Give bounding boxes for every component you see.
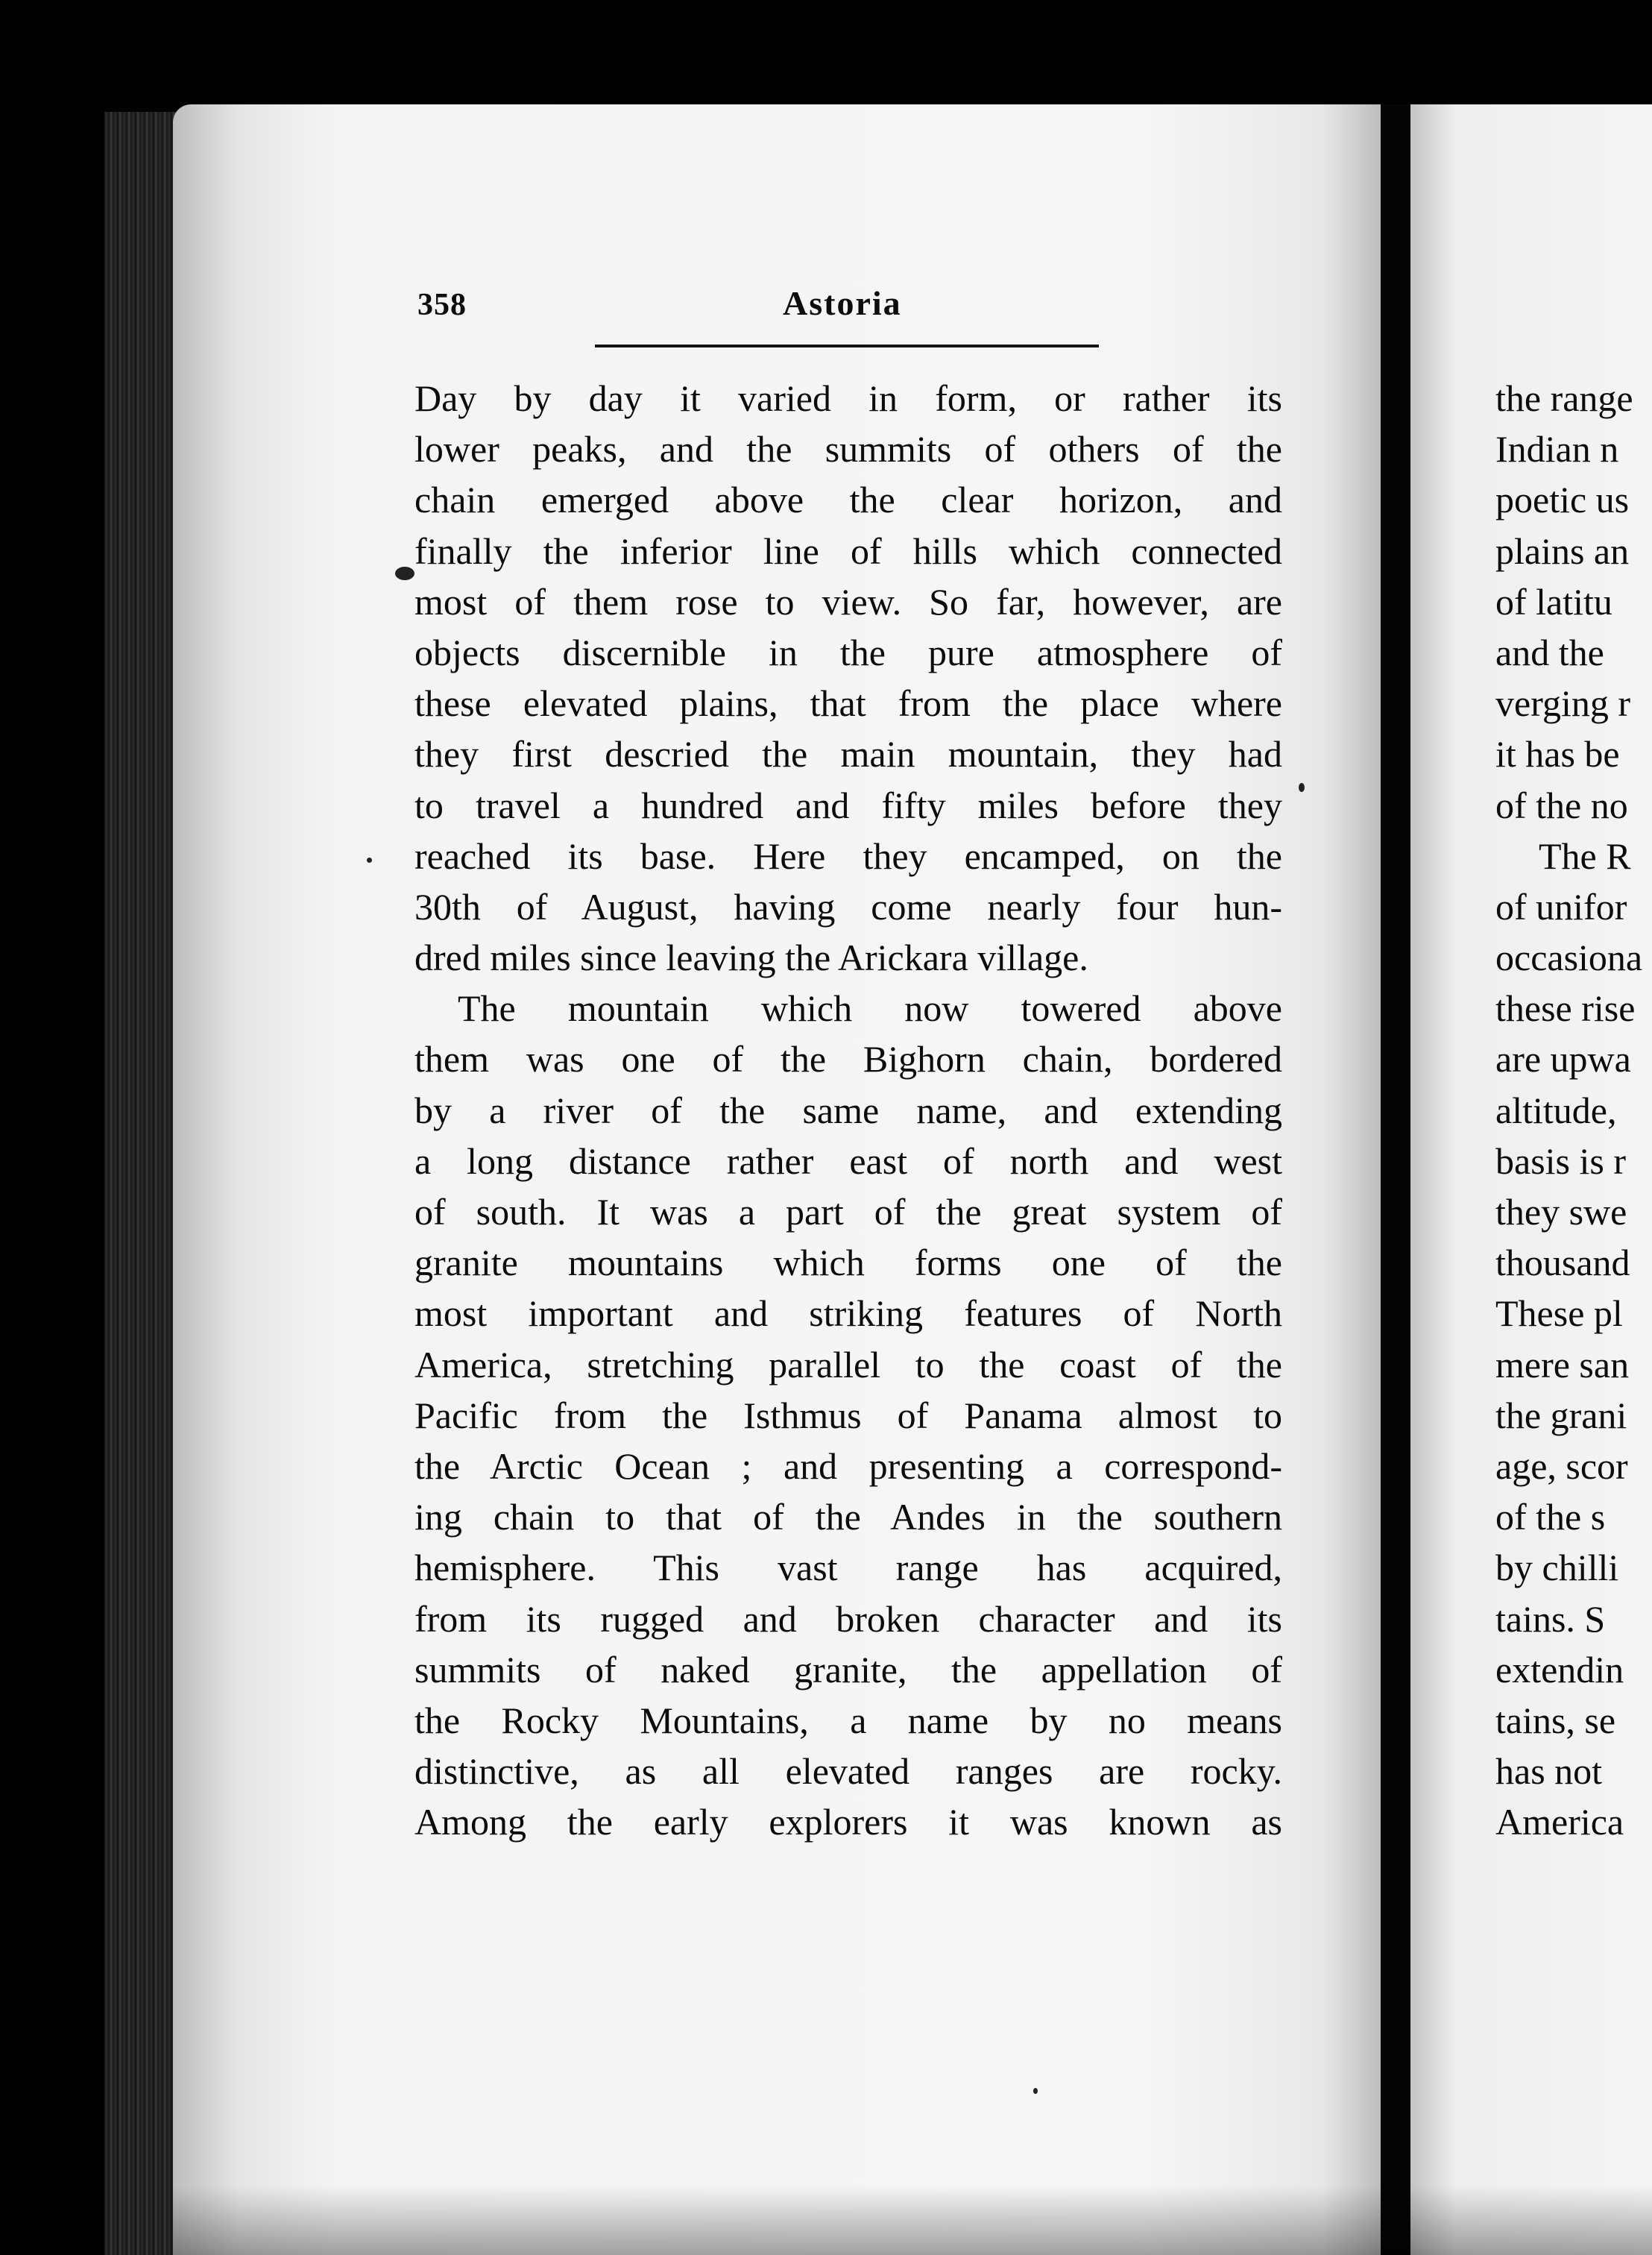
text-line: extendin xyxy=(1495,1648,1624,1691)
text-line: These pl xyxy=(1495,1292,1623,1335)
text-line: hemisphere. This vast range has acquired, xyxy=(414,1547,1282,1589)
text-line: America, stretching parallel to the coast of the xyxy=(414,1343,1282,1386)
text-line: they first descried the main mountain, they had xyxy=(414,733,1282,776)
text-line: occasiona xyxy=(1495,937,1643,979)
text-line: Pacific from the Isthmus of Panama almost to xyxy=(414,1394,1282,1436)
left-page-body xyxy=(414,373,1282,1847)
text-line: the grani xyxy=(1495,1394,1627,1436)
text-line: tains. S xyxy=(1495,1597,1606,1640)
book-gutter xyxy=(1381,104,1410,2255)
text-line: the Rocky Mountains, a name by no means xyxy=(414,1699,1282,1741)
text-line: granite mountains which forms one of the xyxy=(414,1242,1282,1284)
text-line: they swe xyxy=(1495,1191,1627,1233)
text-line: The R xyxy=(1539,834,1631,877)
text-line: thousand xyxy=(1495,1242,1630,1284)
text-line: chain emerged above the clear horizon, and xyxy=(414,479,1282,521)
text-line: of latitu xyxy=(1495,580,1612,623)
text-line: of unifor xyxy=(1495,885,1627,928)
ink-speck xyxy=(1033,2088,1038,2094)
text-line: of south. It was a part of the great system of xyxy=(414,1191,1282,1233)
text-line: Indian n xyxy=(1495,428,1619,471)
text-line: basis is r xyxy=(1495,1139,1626,1182)
text-line: it has be xyxy=(1495,733,1620,776)
text-line: a long distance rather east of north and west xyxy=(414,1139,1282,1182)
text-line: these elevated plains, that from the place where xyxy=(414,682,1282,725)
text-line: to travel a hundred and fifty miles before they xyxy=(414,784,1282,826)
text-line: are upwa xyxy=(1495,1038,1631,1081)
text-line: the Arctic Ocean ; and presenting a correspond- xyxy=(414,1444,1282,1487)
text-line: mere san xyxy=(1495,1343,1630,1386)
text-line: these rise xyxy=(1495,987,1636,1030)
text-line: Day by day it varied in form, or rather its xyxy=(414,377,1282,419)
running-head: Astoria xyxy=(783,284,902,322)
text-line: lower peaks, and the summits of others of the xyxy=(414,428,1282,471)
text-line: poetic us xyxy=(1495,479,1630,521)
text-line: The mountain which now towered above xyxy=(458,987,1282,1030)
text-line: verging r xyxy=(1495,682,1630,725)
text-line: distinctive, as all elevated ranges are rocky. xyxy=(414,1750,1282,1793)
text-line: most important and striking features of North xyxy=(414,1292,1282,1335)
right-page-body xyxy=(1495,373,1652,1847)
text-line: the range xyxy=(1495,377,1633,419)
text-line: finally the inferior line of hills which connected xyxy=(414,529,1282,572)
text-line: objects discernible in the pure atmosphere of xyxy=(414,631,1282,673)
text-line: most of them rose to view. So far, however, are xyxy=(414,580,1282,623)
text-line: has not xyxy=(1495,1750,1603,1793)
text-line: dred miles since leaving the Arickara village. xyxy=(414,937,1088,979)
text-line: altitude, xyxy=(1495,1089,1617,1131)
text-line: reached its base. Here they encamped, on the xyxy=(414,834,1282,877)
page-bottom-shadow xyxy=(173,2185,1652,2255)
text-line: by a river of the same name, and extending xyxy=(414,1089,1282,1131)
text-line: age, scor xyxy=(1495,1444,1628,1487)
page-number: 358 xyxy=(417,288,467,322)
ink-speck xyxy=(367,858,372,863)
text-line: by chilli xyxy=(1495,1547,1619,1589)
ink-speck xyxy=(395,567,414,580)
text-line: plains an xyxy=(1495,529,1630,572)
header-rule xyxy=(595,345,1099,347)
text-line: them was one of the Bighorn chain, bordered xyxy=(414,1038,1282,1081)
ink-speck xyxy=(1299,783,1305,792)
book-page-edges xyxy=(104,112,179,2255)
text-line: 30th of August, having come nearly four hun- xyxy=(414,885,1282,928)
text-line: ing chain to that of the Andes in the southern xyxy=(414,1496,1282,1538)
text-line: and the xyxy=(1495,631,1604,673)
text-line: from its rugged and broken character and its xyxy=(414,1597,1282,1640)
text-line: summits of naked granite, the appellation of xyxy=(414,1648,1282,1691)
text-line: Among the early explorers it was known as xyxy=(414,1801,1282,1843)
text-line: of the no xyxy=(1495,784,1628,826)
text-line: America xyxy=(1495,1801,1624,1843)
text-line: tains, se xyxy=(1495,1699,1616,1741)
text-line: of the s xyxy=(1495,1496,1606,1538)
